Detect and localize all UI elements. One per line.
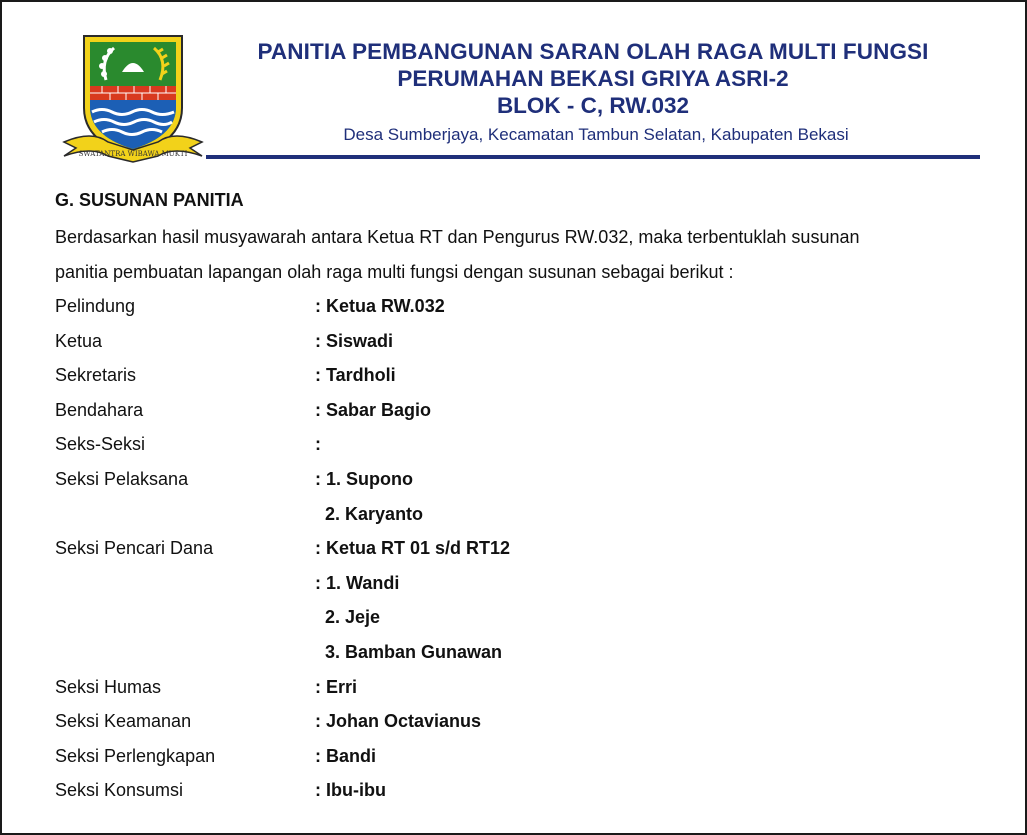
colon-prefix: : [315,572,326,593]
member-name: 1. Wandi [326,572,400,593]
committee-member [315,393,431,428]
colon-prefix: : [315,745,326,766]
committee-member [315,566,399,601]
committee-row [55,739,985,774]
committee-role: Seksi Humas [55,676,162,697]
colon-prefix [315,642,325,662]
committee-member [315,739,376,774]
committee-role: Pelindung [55,296,136,316]
committee-role: Bendahara [55,399,144,420]
colon-prefix: : [315,399,326,420]
colon-prefix: : [315,434,321,455]
committee-row [55,427,985,462]
member-name: 3. Bamban Gunawan [325,641,503,662]
colon-prefix: : [315,780,326,801]
header-line1: PANITIA PEMBANGUNAN SARAN OLAH RAGA MULTI FUNGSI [257,39,929,64]
committee-row [55,462,985,497]
colon-prefix [315,504,325,524]
committee-member [315,704,481,739]
committee-member [315,635,502,670]
committee-role: Seksi Keamanan [55,711,192,732]
committee-role [55,566,315,601]
colon-prefix: : [315,296,326,316]
colon-prefix: : [315,330,326,351]
logo-motto: SWATANTRA WIBAWA MUKTI [78,150,188,158]
committee-row [55,497,985,532]
committee-row [55,324,985,359]
committee-role: Seks-Seksi [55,434,146,455]
letterhead [206,38,980,149]
colon-prefix: : [315,538,326,559]
committee-row [55,566,985,601]
committee-role: Seksi Pelaksana [55,468,189,489]
member-name: Sabar Bagio [326,399,432,420]
committee-row [55,670,985,705]
member-name: Erri [326,676,358,697]
member-name: Siswadi [326,330,394,351]
member-name: Tardholi [326,365,396,386]
member-name: 1. Supono [326,468,413,489]
committee-role: Ketua [55,330,103,351]
bekasi-emblem-logo [62,30,204,164]
colon-prefix: : [315,676,326,697]
committee-list [55,289,985,808]
header-divider [206,155,980,159]
committee-member [315,324,393,359]
committee-role: Seksi Pencari Dana [55,538,214,559]
committee-row [55,358,985,393]
member-name: Johan Octavianus [326,711,482,732]
member-name: Bandi [326,745,377,766]
committee-row [55,600,985,635]
intro-line: Berdasarkan hasil musyawarah antara Ketua RT dan Pengurus RW.032, maka terbentuklah susunan [55,227,860,247]
committee-member [315,773,386,808]
committee-role: Seksi Perlengkapan [55,745,216,766]
member-name: Ketua RW.032 [326,296,445,316]
header-line3: BLOK - C, RW.032 [496,93,690,118]
intro-line: panitia pembuatan lapangan olah raga multi fungsi dengan susunan sebagai berikut : [55,261,734,282]
committee-member [315,462,413,497]
committee-row [55,393,985,428]
colon-prefix: : [315,468,326,489]
committee-row [55,635,985,670]
colon-prefix: : [315,365,326,386]
committee-role: Seksi Konsumsi [55,780,184,801]
committee-member [315,289,445,324]
intro-paragraph [55,220,985,289]
committee-role [55,635,315,670]
committee-member [315,427,321,462]
member-name: Ibu-ibu [326,780,386,801]
colon-prefix: : [315,711,326,732]
committee-member [315,670,357,705]
member-name: 2. Jeje [325,607,381,628]
colon-prefix [315,607,325,627]
committee-role [55,497,315,532]
committee-row [55,531,985,566]
committee-row [55,289,985,324]
section-title: G. SUSUNAN PANITIA [55,190,244,210]
committee-row [55,773,985,808]
member-name: Ketua RT 01 s/d RT12 [326,538,511,559]
member-name: 2. Karyanto [325,503,424,524]
document-body [55,187,985,808]
header-address: Desa Sumberjaya, Kecamatan Tambun Selatan, Kabupaten Bekasi [343,125,849,144]
committee-member [315,497,423,532]
committee-row [55,704,985,739]
committee-role [55,600,315,635]
committee-member [315,600,380,635]
committee-role: Sekretaris [55,365,137,386]
committee-member [315,358,396,393]
header-line2: PERUMAHAN BEKASI GRIYA ASRI-2 [397,66,789,91]
committee-member [315,531,510,566]
